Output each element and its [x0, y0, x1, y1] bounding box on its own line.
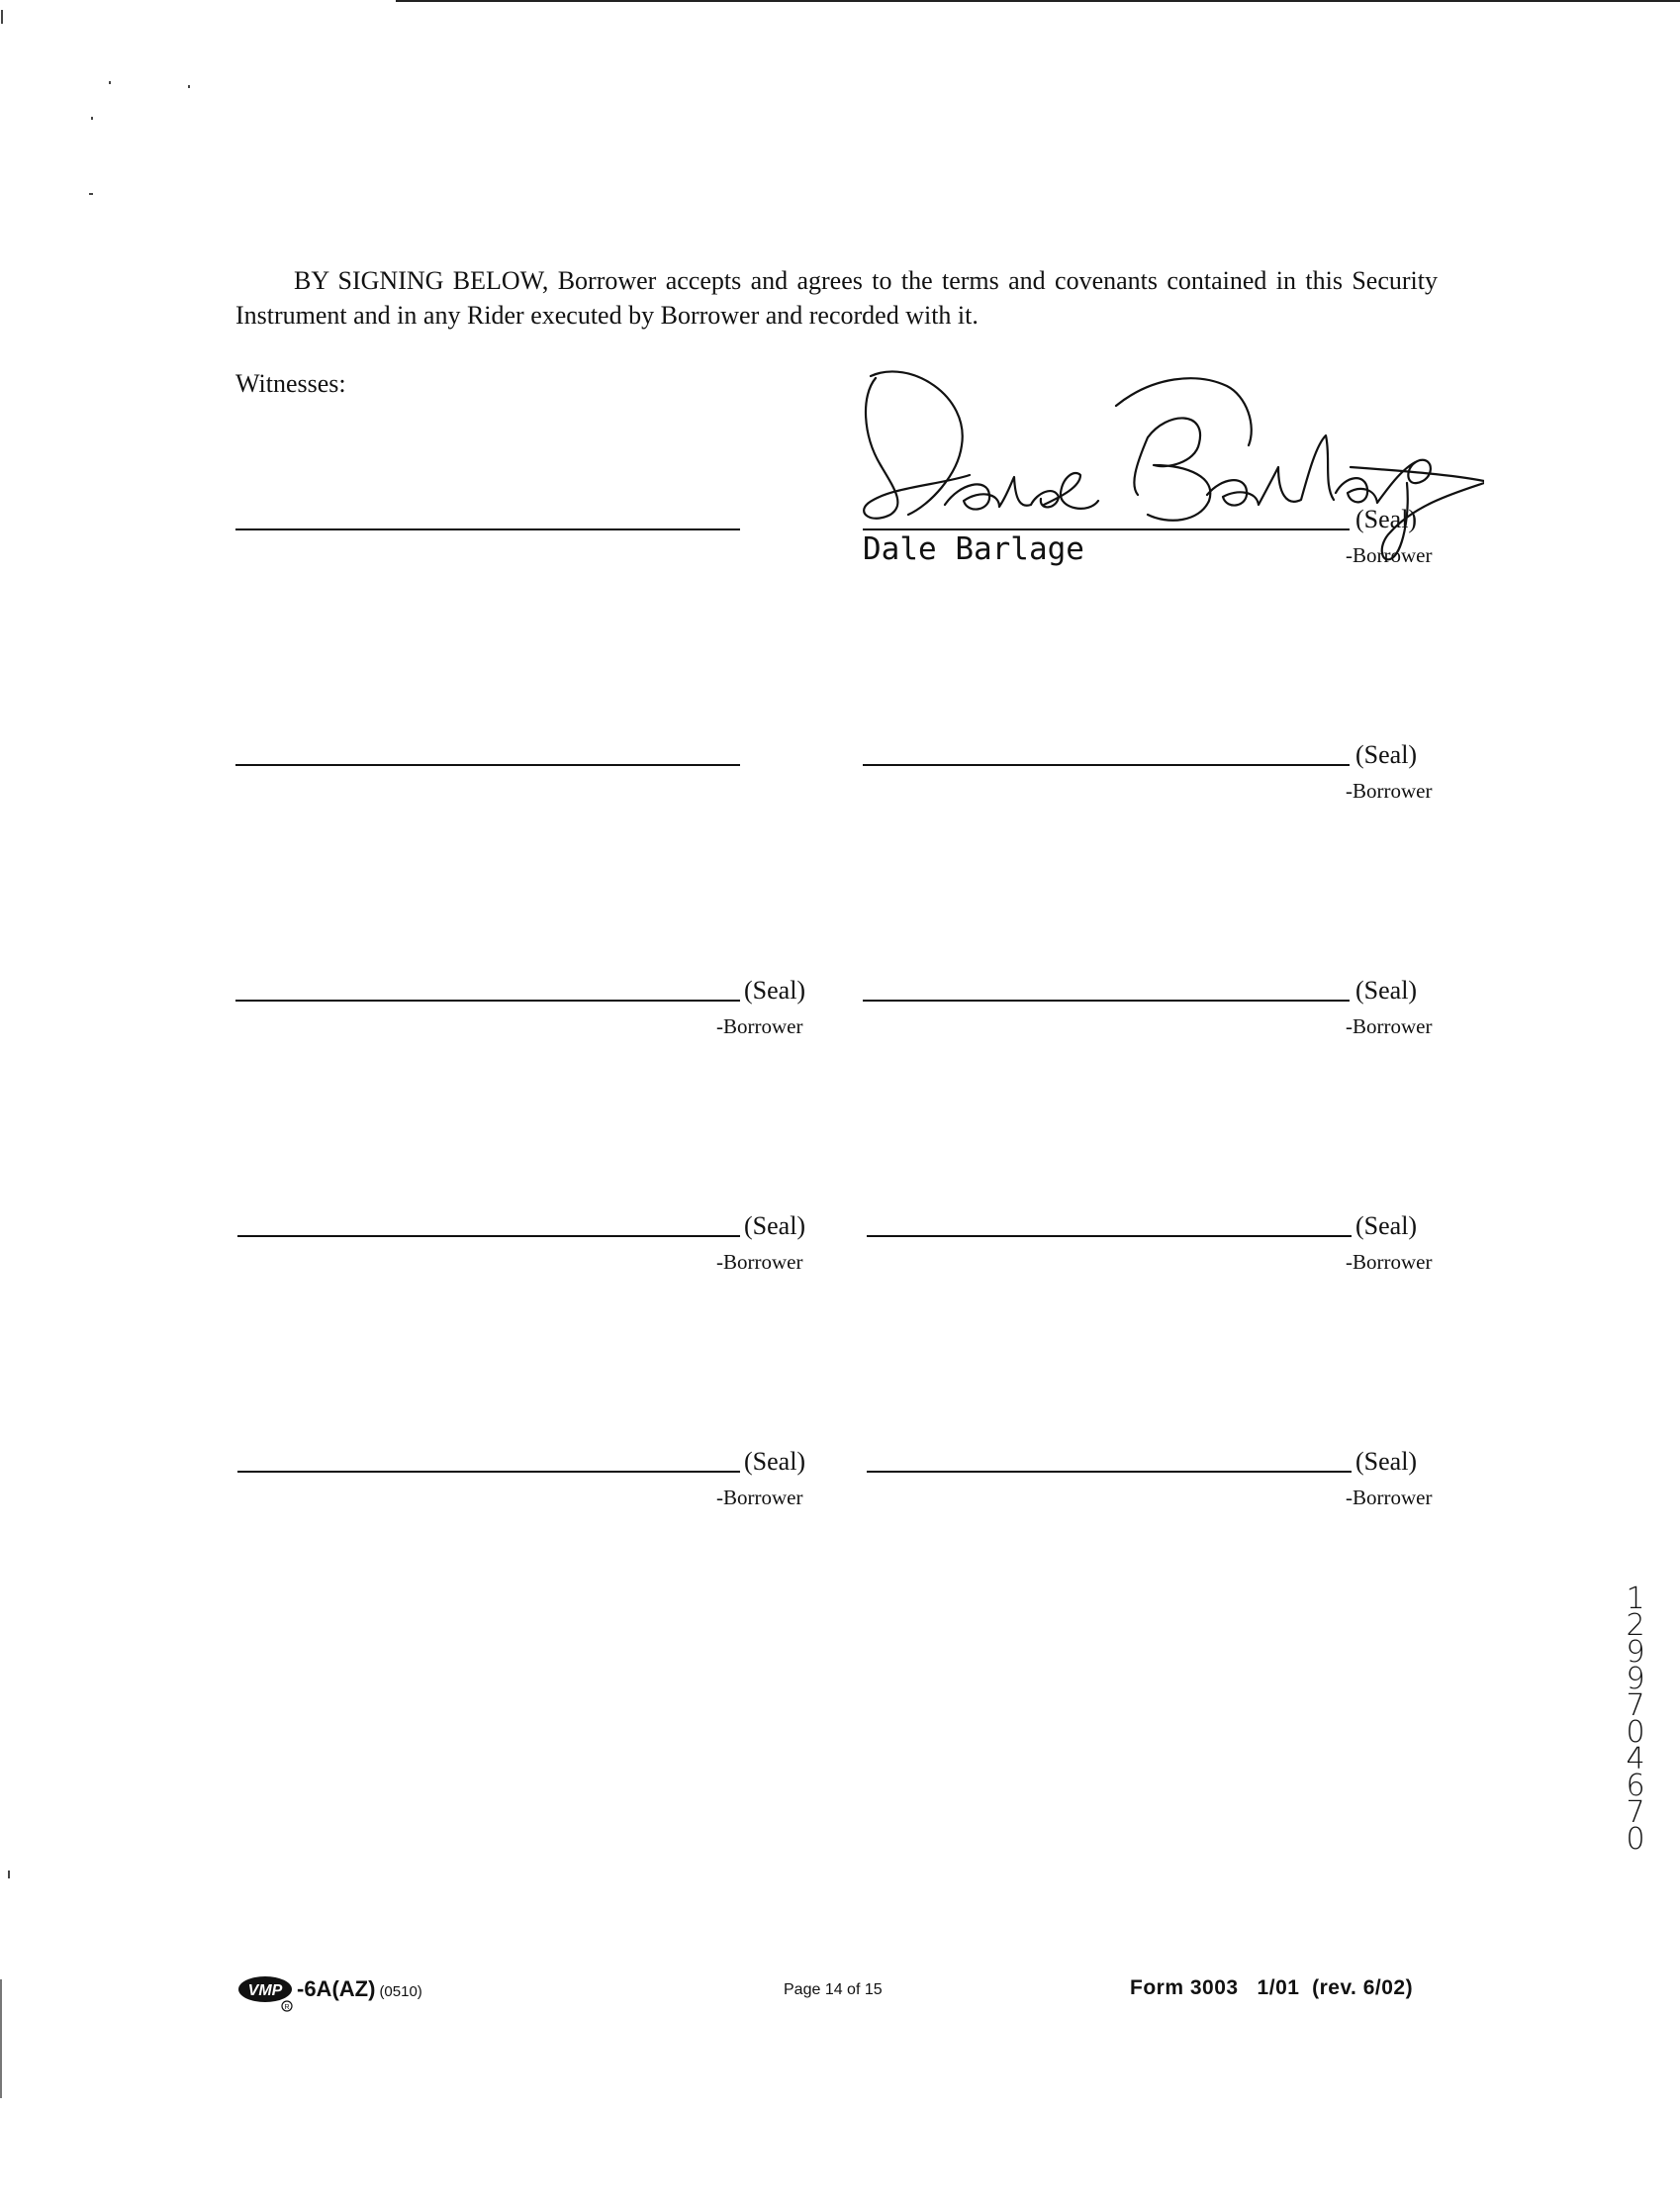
borrower-label-6: -Borrower — [1346, 1250, 1433, 1274]
borrower-signature-line-8 — [867, 1471, 1352, 1473]
scan-mark — [8, 1871, 10, 1878]
witnesses-label: Witnesses: — [235, 369, 346, 398]
scan-mark — [89, 193, 93, 195]
intro-text: BY SIGNING BELOW, Borrower accepts and agrees to the terms and covenants contained in this Security Instrument and in any Rider executed by Borrower and recorded with it. — [235, 266, 1438, 330]
scan-mark — [1, 10, 3, 24]
form-code-text: -6A(AZ) — [297, 1976, 376, 2001]
witness-signature-line — [235, 528, 740, 530]
borrower-label-1: -Borrower — [1346, 543, 1433, 567]
scan-mark — [188, 85, 190, 88]
borrower-signature-line-7 — [237, 1471, 740, 1473]
page-number: Page 14 of 15 — [784, 1981, 883, 1998]
seal-label-5: (Seal) — [744, 1211, 806, 1240]
scan-edge — [0, 1979, 2, 2098]
form-number: Form 3003 1/01 (rev. 6/02) — [1130, 1976, 1414, 1999]
borrower-signature-line-6 — [867, 1235, 1352, 1237]
seal-label-4: (Seal) — [1355, 976, 1418, 1005]
seal-label-7: (Seal) — [744, 1447, 806, 1476]
borrower-label-5: -Borrower — [716, 1250, 803, 1274]
scan-mark — [109, 81, 111, 84]
intro-paragraph — [235, 263, 1438, 333]
borrower-label-3: -Borrower — [716, 1014, 803, 1038]
borrower-signature-line-5 — [237, 1235, 740, 1237]
borrower-label-7: -Borrower — [716, 1486, 803, 1509]
witness-signature-line-2 — [235, 764, 740, 766]
form-code-version: (0510) — [379, 1983, 422, 2000]
borrower-signature-line-3 — [235, 1000, 740, 1002]
borrower-label-4: -Borrower — [1346, 1014, 1433, 1038]
seal-label-3: (Seal) — [744, 976, 806, 1005]
borrower-signature-line-2 — [863, 764, 1350, 766]
seal-label-1: (Seal) — [1355, 505, 1418, 533]
scan-mark — [91, 117, 93, 120]
seal-label-6: (Seal) — [1355, 1211, 1418, 1240]
borrower-label-2: -Borrower — [1346, 779, 1433, 803]
seal-label-2: (Seal) — [1355, 740, 1418, 769]
svg-text:VMP: VMP — [247, 1982, 283, 1999]
vmp-logo-icon — [237, 1969, 297, 2013]
borrower-typed-name: Dale Barlage — [863, 531, 1084, 567]
seal-label-8: (Seal) — [1355, 1447, 1418, 1476]
borrower-signature-line-1 — [863, 528, 1350, 530]
borrower-label-8: -Borrower — [1346, 1486, 1433, 1509]
borrower-signature-line-4 — [863, 1000, 1350, 1002]
form-code — [297, 1976, 422, 2002]
svg-text:R: R — [284, 2004, 290, 2011]
page-top-border — [396, 0, 1680, 2]
recording-number-stamp: 12997 04670 — [1626, 1582, 1645, 1857]
